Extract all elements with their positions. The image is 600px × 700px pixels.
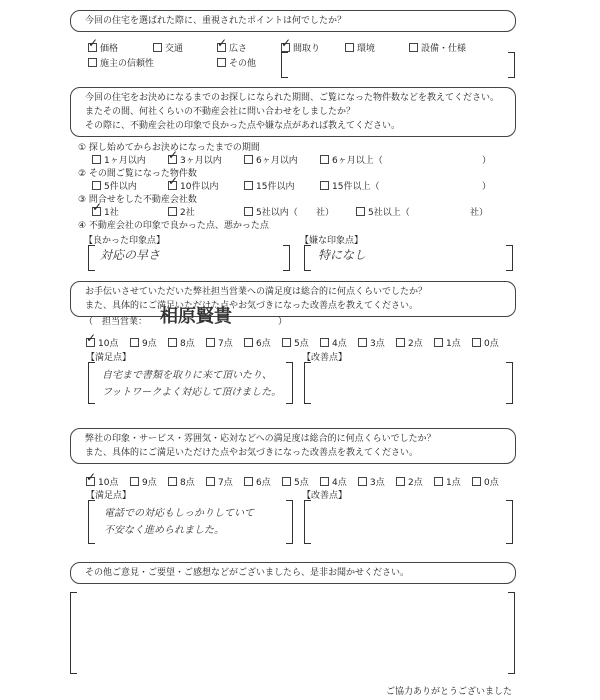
checkbox[interactable] [281,43,290,52]
q3-score-8[interactable]: 8点 [168,336,195,349]
checkbox[interactable] [356,207,365,216]
q4-satisfied-line-2: 不安なく進められました。 [104,525,224,536]
checkbox[interactable] [168,477,177,486]
q2-sub2-opt-10[interactable]: ✓ 10件以内 [168,179,218,192]
q5-question: その他ご意見・ご要望・ご感想などがございましたら、是非お聞かせください。 [70,562,516,584]
checkbox[interactable] [396,338,405,347]
q4-score-0[interactable]: 0点 [472,475,499,488]
q4-score-8[interactable]: 8点 [168,475,195,488]
checkbox[interactable] [434,477,443,486]
q4-satisfied-bracket-left [88,500,95,544]
bad-bracket-right [506,245,513,271]
q5-bracket-right [508,592,515,674]
bad-impression-label: 【嫌な印象点】 [300,236,364,246]
q1-option-equipment[interactable]: 設備・仕様 [409,41,466,54]
q1-option-layout[interactable]: ✓ 間取り [281,41,320,54]
good-bracket-left [88,245,95,271]
checkbox[interactable] [244,338,253,347]
good-bracket-right [283,245,290,271]
q2-sub1-opt-3m[interactable]: ✓ 3ヶ月以内 [168,153,222,166]
q4-score-6[interactable]: 6点 [244,475,271,488]
q4-score-2[interactable]: 2点 [396,475,423,488]
checkbox[interactable] [92,155,101,164]
q2-sub2-opt-15plus[interactable]: 15件以上（ [320,179,379,192]
q3-satisfied-bracket-right [286,362,293,404]
q2-sub2-opt-15[interactable]: 15件以内 [244,179,294,192]
q4-score-7[interactable]: 7点 [206,475,233,488]
q4-question: 弊社の印象・サービス・雰囲気・応対などへの満足度は総合的に何点くらいでしたか？ また、具体的にご満足いただけた点やお気づきになった改善点を教えてください。 [70,428,516,464]
checkbox[interactable] [153,43,162,52]
q4-score-10[interactable]: ✓10点 [86,475,118,488]
checkbox[interactable] [92,181,101,190]
q3-score-5[interactable]: 5点 [282,336,309,349]
q2-sub1-title: ① 探し始めてからお決めになったまでの期間 [78,143,260,153]
q3-score-10[interactable]: ✓10点 [86,336,118,349]
checkbox[interactable] [130,338,139,347]
q3-satisfied-label: 【満足点】 [86,353,132,363]
checkbox[interactable] [206,477,215,486]
checkbox[interactable] [130,477,139,486]
checkbox[interactable] [86,477,95,486]
q4-satisfied-line-1: 電話での対応もしっかりしていて [104,508,254,519]
q2-sub1-opt-6mplus[interactable]: 6ヶ月以上（ [320,153,383,166]
checkbox[interactable] [168,338,177,347]
checkbox[interactable] [434,338,443,347]
q3-score-7[interactable]: 7点 [206,336,233,349]
checkbox[interactable] [86,338,95,347]
checkbox[interactable] [320,155,329,164]
checkbox[interactable] [282,477,291,486]
checkbox[interactable] [320,477,329,486]
q4-score-5[interactable]: 5点 [282,475,309,488]
q1-option-other[interactable]: その他 [217,56,256,69]
q2-sub3-opt-5in[interactable]: 5社以内（ [244,205,298,218]
checkbox[interactable] [358,338,367,347]
q2-sub2-title: ② その間ご覧になった物件数 [78,169,197,179]
q5-bracket-left [70,592,77,674]
checkbox[interactable] [206,338,215,347]
q1-option-transport[interactable]: 交通 [153,41,183,54]
q4-improve-bracket-left [304,500,311,544]
checkbox[interactable] [244,477,253,486]
checkbox[interactable] [88,58,97,67]
q3-satisfied-line-2: フットワークよく対応して頂けました。 [102,387,282,398]
footer-thanks: ご協力ありがとうございました [386,687,513,697]
q4-satisfied-label: 【満足点】 [86,491,132,501]
checkbox[interactable] [282,338,291,347]
staff-label: （ 担当営業： [84,317,148,327]
q3-improve-bracket-right [506,362,513,404]
checkbox[interactable] [345,43,354,52]
checkbox[interactable] [217,58,226,67]
q3-score-6[interactable]: 6点 [244,336,271,349]
q2-sub2-opt-5[interactable]: 5件以内 [92,179,137,192]
q3-improve-label: 【改善点】 [302,353,348,363]
q2-sub2-close: ） [482,182,492,192]
checkbox[interactable] [217,43,226,52]
staff-close: ） [278,317,288,327]
q2-sub4-title: ④ 不動産会社の印象で良かった点、悪かった点 [78,221,269,231]
q3-satisfied-line-1: 自宅まで書類を取りに来て頂いたり、 [102,370,272,381]
staff-name: 相原賢貴 [160,306,232,327]
q4-improve-bracket-right [506,500,513,544]
checkbox[interactable] [168,207,177,216]
q4-score-9[interactable]: 9点 [130,475,157,488]
q3-score-4[interactable]: 4点 [320,336,347,349]
q4-score-1[interactable]: 1点 [434,475,461,488]
checkbox[interactable] [244,181,253,190]
q1-option-builder[interactable]: 施主の信頼性 [88,56,154,69]
q1-option-price[interactable]: ✓価格 [88,41,118,54]
q1-option-size[interactable]: ✓ 広さ [217,41,247,54]
q3-score-2[interactable]: 2点 [396,336,423,349]
q3-improve-bracket-left [304,362,311,404]
good-impression-label: 【良かった印象点】 [84,236,166,246]
bad-bracket-left [304,245,311,271]
q2-sub3-opt-1[interactable]: ✓1社 [92,205,119,218]
q2-sub3-unit-b: 社） [470,208,489,218]
q4-score-4[interactable]: 4点 [320,475,347,488]
q2-sub3-unit-a: 社） [316,208,335,218]
checkbox[interactable] [168,181,177,190]
q2-sub1-opt-6m[interactable]: 6ヶ月以内 [244,153,298,166]
bad-impression-text: 特になし [318,248,367,262]
q3-score-9[interactable]: 9点 [130,336,157,349]
q3-score-3[interactable]: 3点 [358,336,385,349]
checkbox[interactable] [472,338,481,347]
q3-satisfied-bracket-left [88,362,95,404]
q1-other-bracket-right [508,52,515,78]
q3-question: お手伝いさせていただいた弊社担当営業への満足度は総合的に何点くらいでしたか？ また、具体的にご満足いただけた点やお気づきになった改善点を教えてください。 [70,281,516,317]
good-impression-text: 対応の早さ [100,248,161,262]
q3-score-0[interactable]: 0点 [472,336,499,349]
checkbox[interactable] [244,207,253,216]
checkbox[interactable] [92,207,101,216]
q2-question: 今回の住宅をお決めになるまでのお探しになられた期間、ご覧になった物件数などを教えてください。 またその間、何社くらいの不動産会社に問い合わせをしましたか？ その際に、不動産会社の印象で良かった点や嫌な点があれば教えてください。 [70,87,516,137]
checkbox[interactable] [244,155,253,164]
q1-option-environment[interactable]: 環境 [345,41,375,54]
q4-improve-label: 【改善点】 [302,491,348,501]
q2-sub1-close: ） [482,156,492,166]
q1-other-bracket-left [281,52,288,78]
checkbox[interactable] [320,181,329,190]
q3-score-1[interactable]: 1点 [434,336,461,349]
q4-satisfied-bracket-right [286,500,293,544]
q2-sub3-opt-5plus[interactable]: 5社以上（ [356,205,410,218]
checkbox[interactable] [168,155,177,164]
q2-sub3-opt-2[interactable]: 2社 [168,205,195,218]
q1-question: 今回の住宅を選ばれた際に、重視されたポイントは何でしたか？ [70,10,516,32]
checkbox[interactable] [320,338,329,347]
checkbox[interactable] [409,43,418,52]
q2-sub1-opt-1m[interactable]: 1ヶ月以内 [92,153,146,166]
checkbox[interactable] [358,477,367,486]
checkbox[interactable] [472,477,481,486]
q4-score-3[interactable]: 3点 [358,475,385,488]
q2-sub3-title: ③ 問合せをした不動産会社数 [78,195,197,205]
checkbox[interactable] [396,477,405,486]
checkbox[interactable] [88,43,97,52]
